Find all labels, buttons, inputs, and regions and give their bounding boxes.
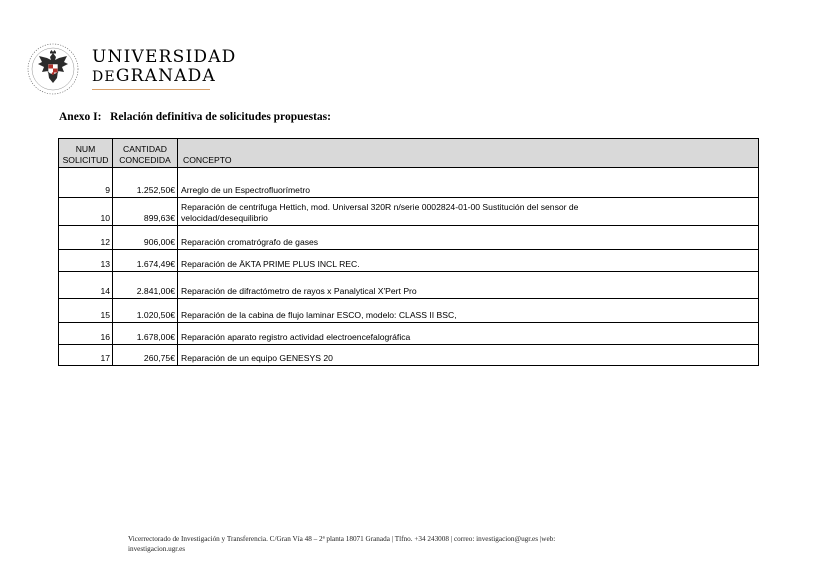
table-header-row <box>59 139 759 168</box>
wordmark-main: GRANADA <box>115 66 216 86</box>
row-amount: 1.020,50€ <box>113 299 178 323</box>
row-concept: Reparación de un equipo GENESYS 20 <box>178 345 759 366</box>
table-row <box>59 299 759 323</box>
row-concept: Arreglo de un Espectrofluorímetro <box>178 168 759 198</box>
header-num <box>59 139 113 168</box>
header-num-line2: SOLICITUD <box>62 155 109 165</box>
university-crest-icon <box>26 42 80 96</box>
wordmark-line1: UNIVERSIDAD <box>92 47 237 67</box>
row-amount: 899,63€ <box>113 198 178 226</box>
row-concept <box>178 198 759 226</box>
header-concept: CONCEPTO <box>178 139 759 168</box>
row-concept: Reparación cromatrógrafo de gases <box>178 226 759 250</box>
requests-table <box>58 138 759 366</box>
row-amount: 906,00€ <box>113 226 178 250</box>
table-row <box>59 272 759 299</box>
row-concept: Reparación de ÄKTA PRIME PLUS INCL REC. <box>178 250 759 272</box>
row-concept: Reparación de la cabina de flujo laminar ESCO, modelo: CLASS II BSC, <box>178 299 759 323</box>
wordmark-prefix: DE <box>92 69 116 85</box>
table-row <box>59 168 759 198</box>
row-num: 15 <box>59 299 113 323</box>
row-amount: 1.678,00€ <box>113 323 178 345</box>
row-amount: 2.841,00€ <box>113 272 178 299</box>
header-amount-line2: CONCEDIDA <box>119 155 171 165</box>
table-row <box>59 323 759 345</box>
row-num: 12 <box>59 226 113 250</box>
row-num: 13 <box>59 250 113 272</box>
header-amount <box>113 139 178 168</box>
row-concept-text: Reparación de centrifuga Hettich, mod. Universal 320R n/serie 0002824-01-00 Sustitución del sensor de velocidad/desequilibrio <box>181 202 579 223</box>
row-num: 16 <box>59 323 113 345</box>
university-wordmark <box>92 48 237 90</box>
row-amount: 260,75€ <box>113 345 178 366</box>
university-logo <box>26 42 237 96</box>
annex-title: Anexo I: Relación definitiva de solicitudes propuestas: <box>59 111 331 123</box>
table-row <box>59 250 759 272</box>
row-amount: 1.252,50€ <box>113 168 178 198</box>
row-num: 10 <box>59 198 113 226</box>
page-footer: Vicerrectorado de Investigación y Transferencia. C/Gran Vía 48 – 2ª planta 18071 Granada | Tlfno. +34 243008 | correo: investigacion@ugr.es |web: investigacion.ugr.es <box>128 535 556 553</box>
table-row <box>59 345 759 366</box>
table-row <box>59 226 759 250</box>
header-amount-line1: CANTIDAD <box>123 144 167 154</box>
row-concept: Reparación aparato registro actividad electroencefalográfica <box>178 323 759 345</box>
row-num: 17 <box>59 345 113 366</box>
wordmark-rule <box>92 89 210 90</box>
row-amount: 1.674,49€ <box>113 250 178 272</box>
table-row <box>59 198 759 226</box>
row-num: 9 <box>59 168 113 198</box>
header-num-line1: NUM <box>75 144 96 154</box>
row-concept: Reparación de difractómetro de rayos x Panalytical X'Pert Pro <box>178 272 759 299</box>
wordmark-line2 <box>92 67 237 87</box>
row-num: 14 <box>59 272 113 299</box>
